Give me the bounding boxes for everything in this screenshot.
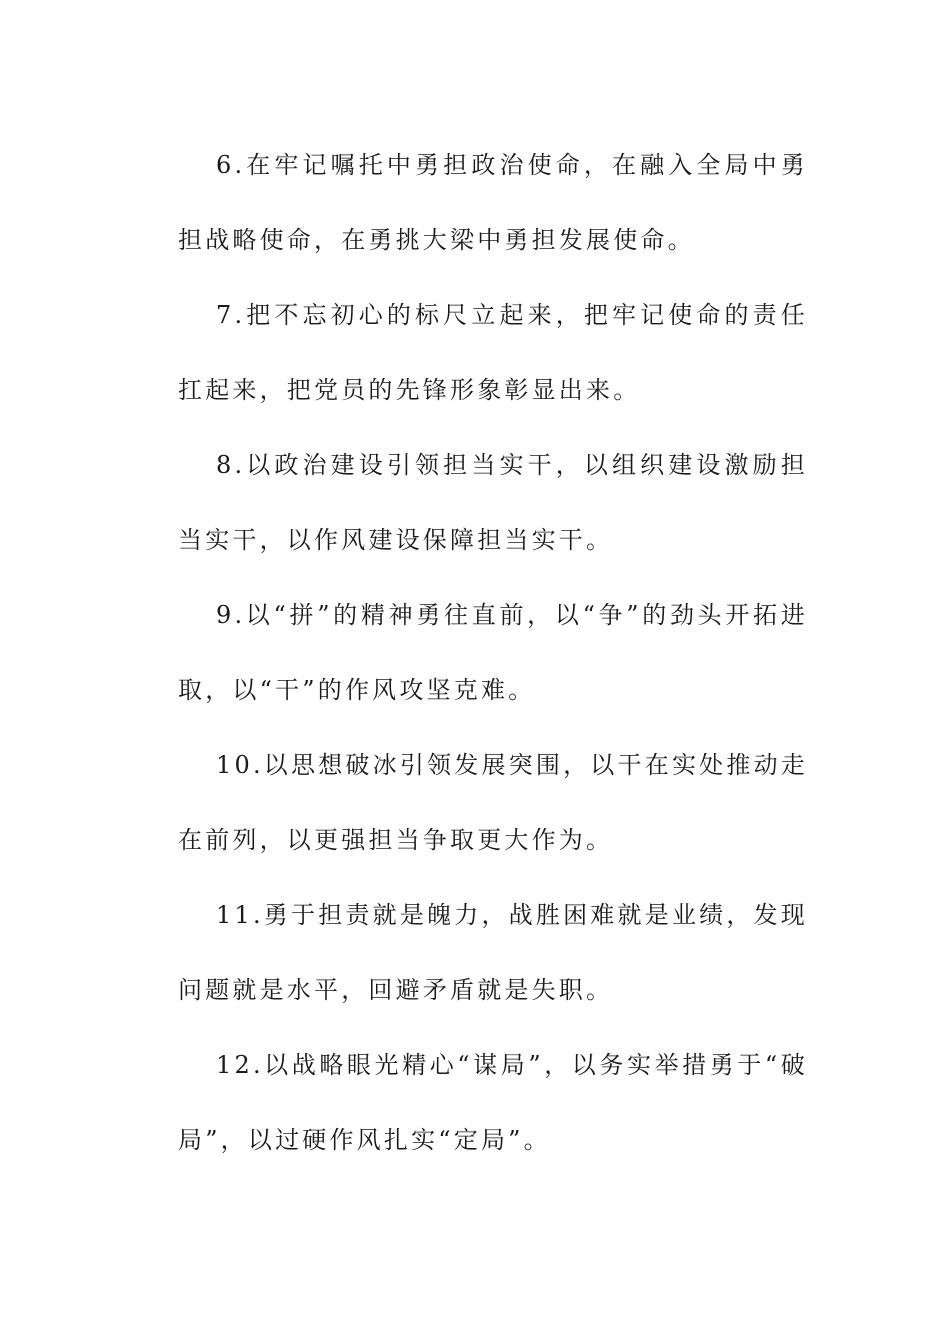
paragraph-10: 10.以思想破冰引领发展突围，以干在实处推动走在前列，以更强担当争取更大作为。 xyxy=(178,751,808,854)
paragraph-7: 7.把不忘初心的标尺立起来，把牢记使命的责任扛起来，把党员的先锋形象彰显出来。 xyxy=(178,301,808,404)
paragraph-12: 12.以战略眼光精心“谋局”，以务实举措勇于“破局”，以过硬作风扎实“定局”。 xyxy=(178,1051,808,1154)
document-body xyxy=(178,128,808,1178)
paragraph-9: 9.以“拼”的精神勇往直前，以“争”的劲头开拓进取，以“干”的作风攻坚克难。 xyxy=(178,601,808,704)
paragraph-8: 8.以政治建设引领担当实干，以组织建设激励担当实干，以作风建设保障担当实干。 xyxy=(178,451,808,554)
paragraph-6: 6.在牢记嘱托中勇担政治使命，在融入全局中勇担战略使命，在勇挑大梁中勇担发展使命。 xyxy=(178,151,808,254)
paragraph-11: 11.勇于担责就是魄力，战胜困难就是业绩，发现问题就是水平，回避矛盾就是失职。 xyxy=(178,901,808,1004)
